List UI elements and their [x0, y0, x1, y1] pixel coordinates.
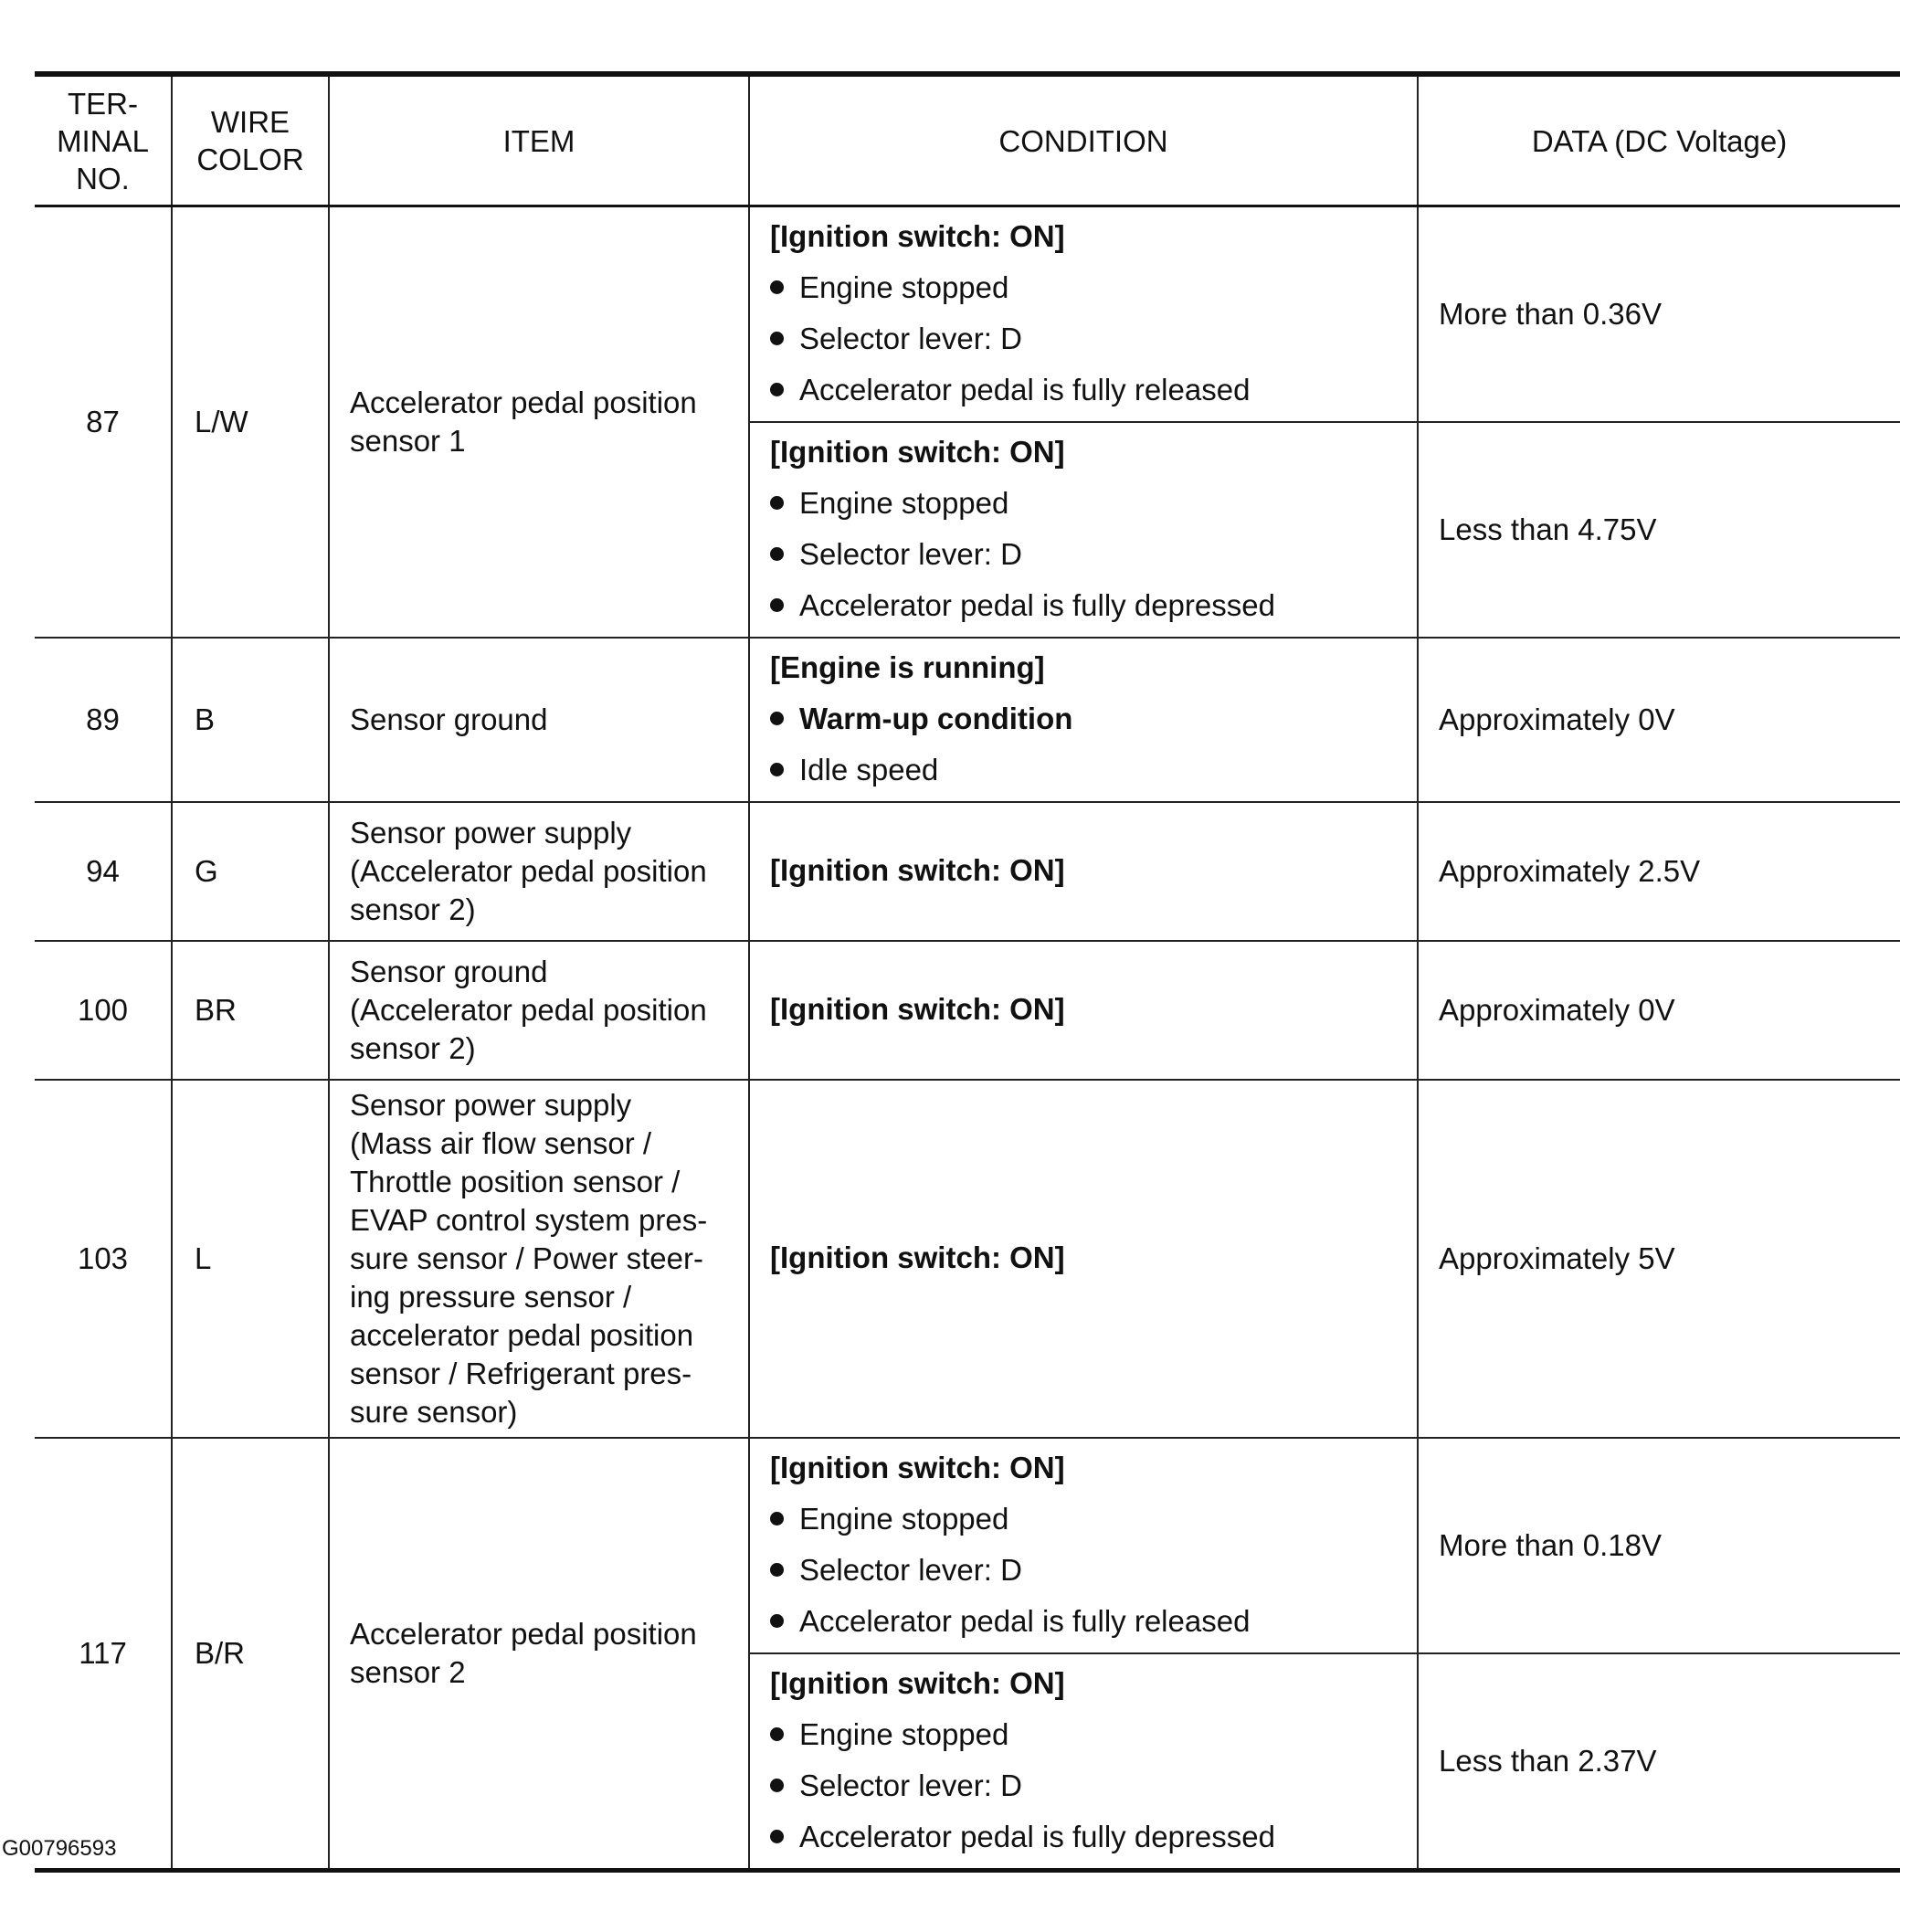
condition-bullet-text: Idle speed [799, 753, 939, 787]
data-voltage-cell: Approximately 5V [1418, 1080, 1900, 1438]
condition-cell [749, 1080, 1418, 1438]
item-line: Throttle position sensor / [350, 1165, 681, 1198]
header-item: ITEM [329, 74, 749, 206]
condition-bullet [770, 313, 1409, 364]
item-line: Sensor ground [350, 955, 548, 988]
condition-cell [749, 206, 1418, 423]
bullet-dot-icon [770, 763, 784, 776]
header-terminal-line: MINAL [57, 123, 149, 158]
condition-heading: [Engine is running] [770, 650, 1045, 684]
figure-id: G00796593 [2, 1836, 117, 1861]
bullet-dot-icon [770, 1779, 784, 1792]
bullet-dot-icon [770, 383, 784, 396]
table-row [35, 1438, 1900, 1653]
condition-bullet-text: Accelerator pedal is fully released [799, 1604, 1251, 1638]
data-voltage-cell: Approximately 2.5V [1418, 802, 1900, 941]
terminal-cell: 87 [35, 206, 172, 639]
item-line: EVAP control system pres- [350, 1203, 708, 1237]
data-voltage-cell: More than 0.18V [1418, 1438, 1900, 1653]
terminal-cell: 94 [35, 802, 172, 941]
condition-bullet [770, 529, 1409, 580]
bullet-dot-icon [770, 1614, 784, 1628]
header-terminal-line: NO. [76, 161, 130, 195]
condition-bullet [770, 1494, 1409, 1545]
item-cell [329, 1080, 749, 1438]
condition-bullet-text: Accelerator pedal is fully released [799, 373, 1251, 406]
table-row [35, 206, 1900, 423]
bullet-dot-icon [770, 280, 784, 294]
item-cell [329, 1438, 749, 1871]
data-voltage-cell: More than 0.36V [1418, 206, 1900, 423]
condition-bullet [770, 262, 1409, 313]
condition-bullet-text: Engine stopped [799, 1717, 1009, 1751]
condition-bullet-text: Engine stopped [799, 1502, 1009, 1536]
item-line: sure sensor) [350, 1395, 518, 1429]
condition-heading: [Ignition switch: ON] [770, 1666, 1065, 1700]
condition-bullet [770, 1596, 1409, 1647]
condition-bullet-text: Accelerator pedal is fully depressed [799, 588, 1275, 622]
data-voltage-cell: Less than 4.75V [1418, 422, 1900, 638]
item-cell [329, 802, 749, 941]
item-line: sensor 2 [350, 1655, 466, 1689]
wire-color-cell: L [172, 1080, 329, 1438]
header-terminal-no [35, 74, 172, 206]
condition-bullet [770, 364, 1409, 416]
terminal-data-table [35, 71, 1900, 1873]
condition-bullet [770, 693, 1409, 744]
condition-bullet [770, 1545, 1409, 1596]
condition-bullet [770, 478, 1409, 529]
condition-bullet [770, 1709, 1409, 1760]
item-line: sensor 1 [350, 424, 466, 458]
bullet-dot-icon [770, 1563, 784, 1577]
item-line: Sensor power supply [350, 1088, 632, 1122]
bullet-dot-icon [770, 496, 784, 510]
item-line: ing pressure sensor / [350, 1280, 632, 1314]
item-line: Accelerator pedal position [350, 385, 697, 419]
item-line: sensor / Refrigerant pres- [350, 1357, 692, 1390]
condition-bullet-text: Engine stopped [799, 486, 1009, 520]
item-cell [329, 206, 749, 639]
terminal-cell: 103 [35, 1080, 172, 1438]
bullet-dot-icon [770, 712, 784, 725]
condition-heading: [Ignition switch: ON] [770, 1240, 1065, 1274]
bullet-dot-icon [770, 547, 784, 561]
condition-heading: [Ignition switch: ON] [770, 1451, 1065, 1484]
header-wire-line: COLOR [196, 143, 304, 176]
wire-color-cell: L/W [172, 206, 329, 639]
condition-cell [749, 802, 1418, 941]
table-body [35, 206, 1900, 1871]
condition-cell [749, 941, 1418, 1080]
item-line: sure sensor / Power steer- [350, 1241, 703, 1275]
wire-color-cell: B [172, 638, 329, 802]
wire-color-cell: B/R [172, 1438, 329, 1871]
bullet-dot-icon [770, 332, 784, 345]
header-condition: CONDITION [749, 74, 1418, 206]
header-terminal-line: TER- [68, 86, 138, 121]
condition-bullet-text: Selector lever: D [799, 537, 1022, 571]
item-line: (Mass air flow sensor / [350, 1126, 652, 1160]
wire-color-cell: BR [172, 941, 329, 1080]
bullet-dot-icon [770, 1830, 784, 1843]
table-row [35, 1080, 1900, 1438]
data-voltage-cell: Approximately 0V [1418, 638, 1900, 802]
item-line: Sensor power supply [350, 816, 632, 850]
terminal-cell: 117 [35, 1438, 172, 1871]
item-line: sensor 2) [350, 892, 476, 926]
condition-cell [749, 1653, 1418, 1871]
item-line: (Accelerator pedal position [350, 854, 707, 888]
terminal-cell: 100 [35, 941, 172, 1080]
data-voltage-cell: Approximately 0V [1418, 941, 1900, 1080]
item-line: sensor 2) [350, 1031, 476, 1065]
condition-bullet [770, 1760, 1409, 1811]
table-header [35, 74, 1900, 206]
terminal-cell: 89 [35, 638, 172, 802]
table-row [35, 941, 1900, 1080]
condition-cell [749, 1438, 1418, 1653]
table-row [35, 802, 1900, 941]
condition-bullet-text: Selector lever: D [799, 322, 1022, 355]
condition-bullet-text: Engine stopped [799, 270, 1009, 304]
condition-bullet [770, 580, 1409, 631]
condition-bullet [770, 744, 1409, 796]
bullet-dot-icon [770, 1727, 784, 1741]
condition-cell [749, 422, 1418, 638]
condition-bullet-text: Accelerator pedal is fully depressed [799, 1820, 1275, 1853]
condition-bullet-text: Selector lever: D [799, 1768, 1022, 1802]
item-cell [329, 638, 749, 802]
wire-color-cell: G [172, 802, 329, 941]
condition-heading: [Ignition switch: ON] [770, 992, 1065, 1026]
bullet-dot-icon [770, 598, 784, 612]
condition-bullet-text: Warm-up condition [799, 702, 1073, 735]
header-wire-color [172, 74, 329, 206]
condition-heading: [Ignition switch: ON] [770, 435, 1065, 469]
item-line: Accelerator pedal position [350, 1617, 697, 1651]
table-row [35, 638, 1900, 802]
item-cell [329, 941, 749, 1080]
condition-heading: [Ignition switch: ON] [770, 853, 1065, 887]
data-voltage-cell: Less than 2.37V [1418, 1653, 1900, 1871]
item-line: accelerator pedal position [350, 1318, 694, 1352]
item-line: (Accelerator pedal position [350, 993, 707, 1027]
condition-cell [749, 638, 1418, 802]
header-wire-line: WIRE [210, 105, 290, 139]
condition-bullet [770, 1811, 1409, 1863]
bullet-dot-icon [770, 1512, 784, 1526]
item-line: Sensor ground [350, 702, 548, 736]
header-data: DATA (DC Voltage) [1418, 74, 1900, 206]
condition-bullet-text: Selector lever: D [799, 1553, 1022, 1587]
condition-heading: [Ignition switch: ON] [770, 219, 1065, 253]
